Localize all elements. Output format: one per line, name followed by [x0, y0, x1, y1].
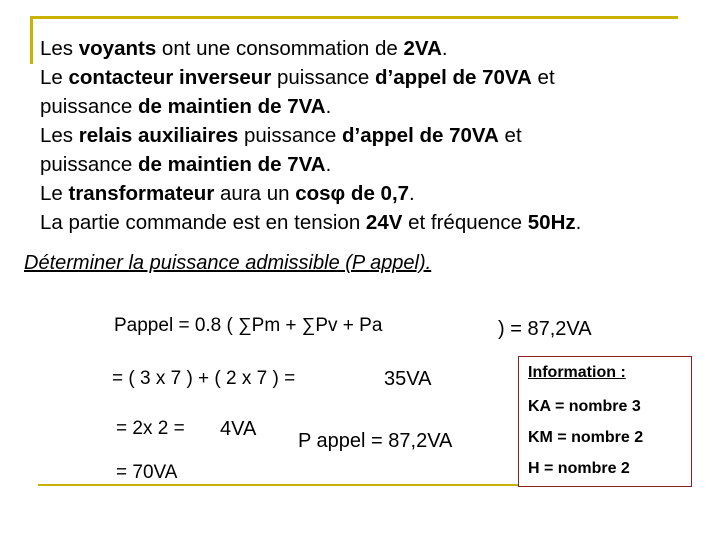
calc-line-3-result: 4VA [220, 418, 257, 440]
frame-top-line [30, 16, 678, 19]
text: . [575, 211, 582, 234]
text: Le [40, 182, 69, 205]
text-bold: 50Hz [527, 211, 576, 234]
info-line: KM = nombre 2 [528, 429, 644, 446]
text: puissance [40, 95, 139, 118]
text: et [498, 124, 522, 147]
text: puissance [271, 66, 376, 89]
text-line-6 [40, 179, 415, 208]
text: aura un [214, 182, 296, 205]
text-bold: d’appel de 70VA [375, 66, 532, 89]
text: . [441, 37, 448, 60]
text: ont une consommation de [156, 37, 404, 60]
formula: Pappel = 0.8 ( ∑Pm + ∑Pv + Pa [114, 315, 383, 336]
text-bold: cosφ [295, 182, 346, 205]
info-title: Information : [528, 364, 626, 381]
calc-line-3: = 2x 2 = [116, 418, 185, 439]
text: Les [40, 124, 79, 147]
text: et [531, 66, 555, 89]
text-line-2 [40, 63, 555, 92]
task-heading: Déterminer la puissance admissible (P appel). [24, 252, 432, 274]
text: et fréquence [402, 211, 528, 234]
text-line-3 [40, 92, 331, 121]
text-bold: de 0,7 [345, 182, 410, 205]
text: . [325, 153, 332, 176]
frame-left-line [30, 16, 33, 64]
text: La partie commande est en tension [40, 211, 366, 234]
formula-result: ) = 87,2VA [498, 318, 592, 340]
text-bold: voyants [78, 37, 157, 60]
text-bold: de maintien de 7VA [138, 153, 326, 176]
text: Les [40, 37, 79, 60]
text: puissance [40, 153, 139, 176]
text-line-7 [40, 208, 581, 237]
text-line-1 [40, 34, 448, 63]
result-text: P appel = 87,2VA [298, 430, 453, 452]
text-line-5 [40, 150, 331, 179]
info-line: KA = nombre 3 [528, 398, 641, 415]
text-bold: transformateur [68, 182, 215, 205]
calc-line-2: = ( 3 x 7 ) + ( 2 x 7 ) = [112, 368, 296, 389]
text-line-4 [40, 121, 522, 150]
text: puissance [238, 124, 343, 147]
text-bold: 24V [365, 211, 403, 234]
text-bold: contacteur inverseur [68, 66, 272, 89]
text: Le [40, 66, 69, 89]
calc-line-4: = 70VA [116, 462, 178, 483]
calc-line-2-result: 35VA [384, 368, 432, 390]
text-bold: relais auxiliaires [78, 124, 239, 147]
text-bold: de maintien de 7VA [138, 95, 326, 118]
text-bold: 2VA [403, 37, 442, 60]
text-bold: d’appel de 70VA [342, 124, 499, 147]
info-line: H = nombre 2 [528, 460, 630, 477]
text: . [409, 182, 415, 205]
text: . [325, 95, 332, 118]
